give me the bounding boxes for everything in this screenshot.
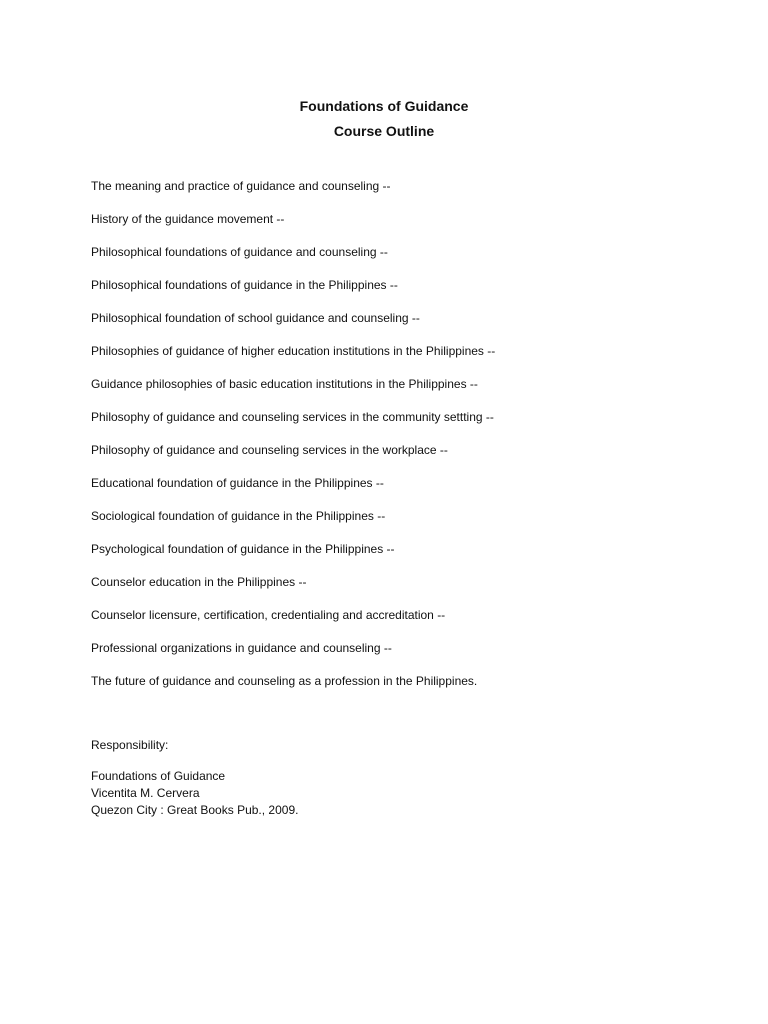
outline-item: The meaning and practice of guidance and counseling -- (91, 179, 391, 193)
outline-item: History of the guidance movement -- (91, 212, 285, 226)
outline-item: Philosophies of guidance of higher education institutions in the Philippines -- (91, 344, 496, 358)
course-outline-list (91, 176, 731, 704)
book-author: Vicentita M. Cervera (91, 786, 200, 800)
outline-item: Philosophy of guidance and counseling services in the community settting -- (91, 410, 494, 424)
outline-item: Sociological foundation of guidance in the Philippines -- (91, 509, 386, 523)
outline-item: The future of guidance and counseling as a profession in the Philippines. (91, 674, 478, 688)
outline-item: Guidance philosophies of basic education institutions in the Philippines -- (91, 377, 478, 391)
outline-item: Philosophical foundations of guidance and counseling -- (91, 245, 388, 259)
outline-item: Educational foundation of guidance in the Philippines -- (91, 476, 384, 490)
document-subtitle: Course Outline (333, 123, 435, 139)
book-publication: Quezon City : Great Books Pub., 2009. (91, 803, 299, 817)
book-title: Foundations of Guidance (91, 769, 226, 783)
responsibility-section (91, 735, 731, 819)
outline-item: Philosophical foundation of school guidance and counseling -- (91, 311, 420, 325)
title-block (0, 94, 768, 144)
responsibility-heading: Responsibility: (91, 738, 169, 752)
outline-item: Philosophical foundations of guidance in the Philippines -- (91, 278, 398, 292)
document-title: Foundations of Guidance (299, 98, 469, 114)
outline-item: Philosophy of guidance and counseling services in the workplace -- (91, 443, 448, 457)
outline-item: Counselor education in the Philippines -- (91, 575, 307, 589)
outline-item: Psychological foundation of guidance in the Philippines -- (91, 542, 395, 556)
outline-item: Professional organizations in guidance and counseling -- (91, 641, 392, 655)
outline-item: Counselor licensure, certification, credentialing and accreditation -- (91, 608, 446, 622)
